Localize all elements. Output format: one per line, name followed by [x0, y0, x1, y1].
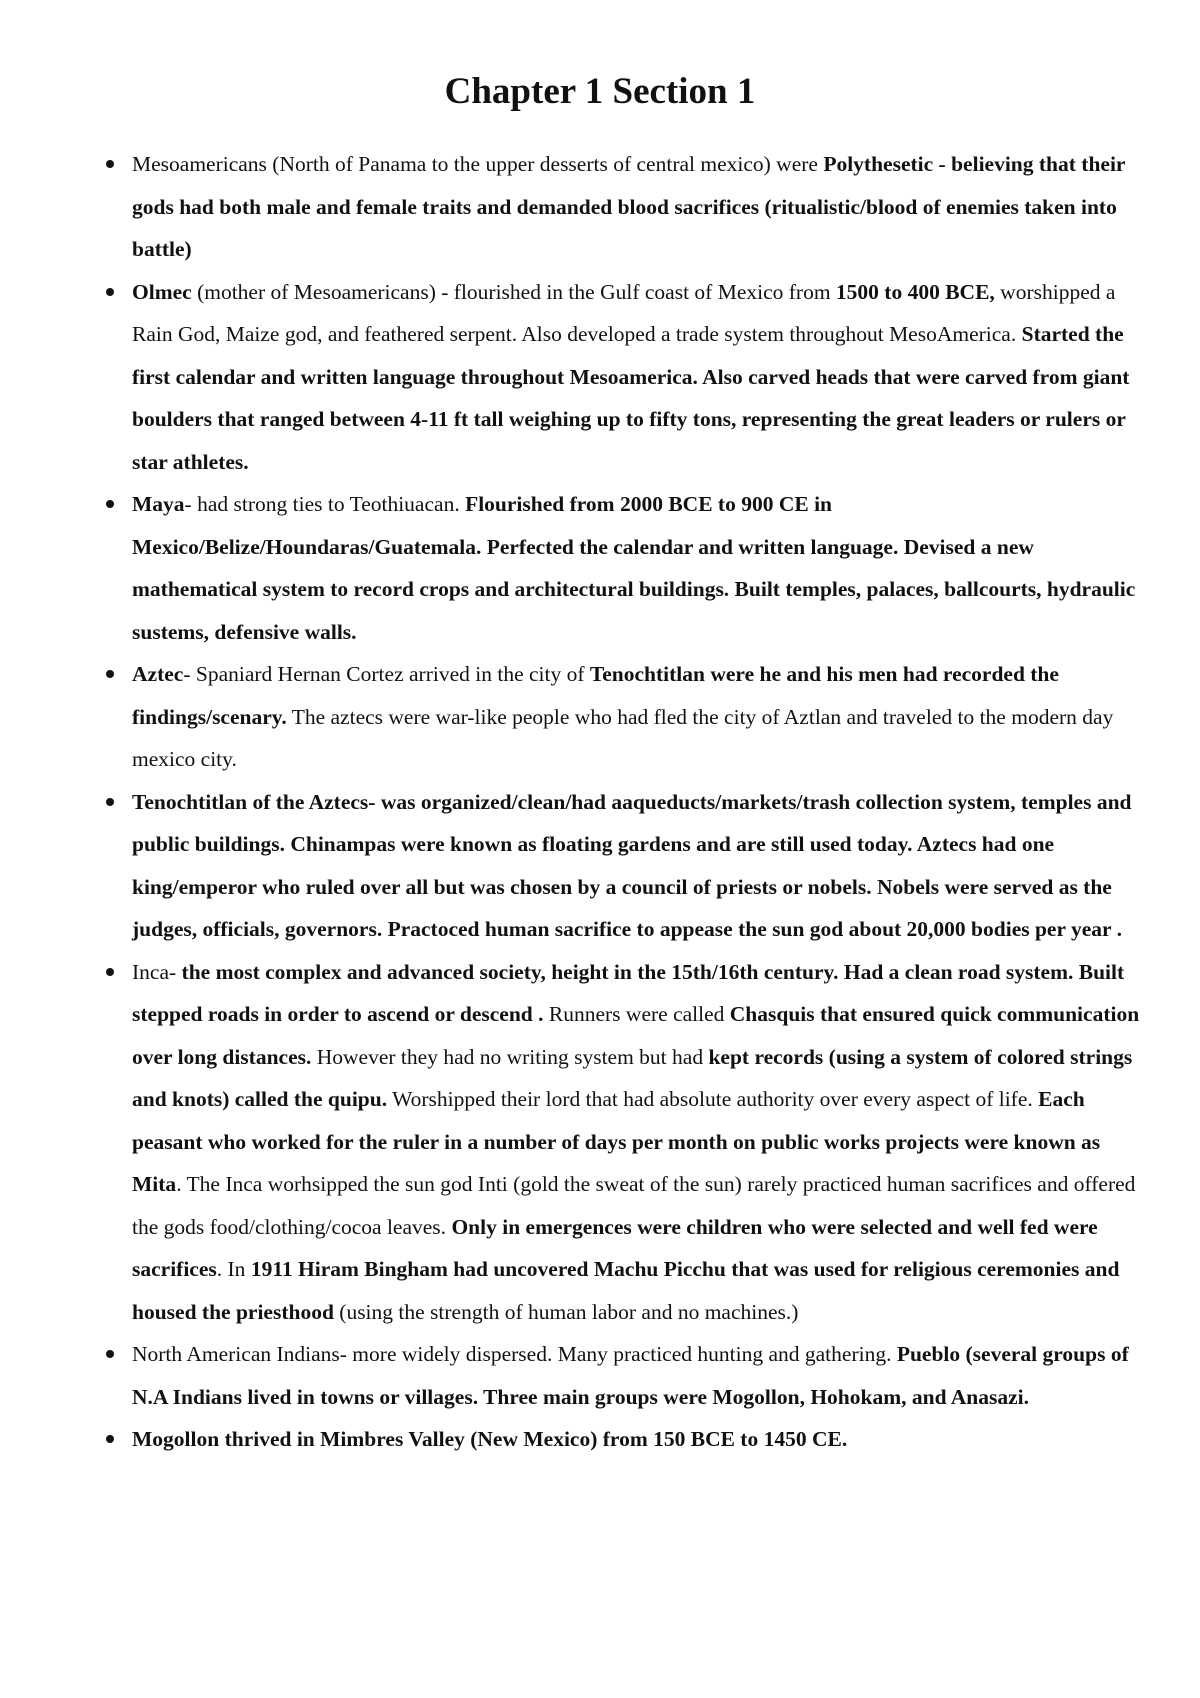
text-segment: - had strong ties to Teothiuacan.: [184, 492, 466, 516]
bold-text-segment: Aztec: [132, 662, 184, 686]
bullet-dot-icon: [106, 500, 114, 508]
text-segment: worshipped a Rain God, Maize god, and feathered serpent. Also developed a trade system throughout MesoAmerica.: [132, 279, 1116, 346]
bullet-dot-icon: [106, 798, 114, 806]
bold-text-segment: Maya: [132, 492, 185, 516]
text-segment: Worshipped their lord that had absolute authority over every aspect of life.: [387, 1087, 1039, 1111]
bullet-dot-icon: [106, 968, 114, 976]
list-item: [132, 951, 1142, 1334]
list-item: [132, 483, 1142, 653]
bullet-dot-icon: [106, 1435, 114, 1443]
bold-text-segment: Tenochtitlan of the Aztecs- was organized/clean/had aaqueducts/markets/trash collection system, temples and public buildings. Chinampas were known as floating gardens and are still used today. Aztecs had one king/emperor who ruled over all but was chosen by a council of priests or nobels. Nobels were served as the judges, officials, governors. Practoced human sacrifice to appease the sun god about 20,000 bodies per year .: [132, 789, 1132, 941]
text-segment: The aztecs were war-like people who had fled the city of Aztlan and traveled to the modern day mexico city.: [132, 704, 1114, 771]
list-item: [132, 781, 1142, 951]
text-segment: Runners were called: [543, 1002, 730, 1026]
bold-text-segment: Flourished from 2000 BCE to 900 CE in Mexico/Belize/Houndaras/Guatemala. Perfected the calendar and written language. Devised a new mathematical system to record crops and architectural buildings. Built temples, palaces, ballcourts, hydraulic sustems, defensive walls.: [132, 492, 1136, 644]
bullet-dot-icon: [106, 1350, 114, 1358]
text-segment: However they had no writing system but had: [311, 1044, 709, 1069]
bold-text-segment: 1911 Hiram Bingham had uncovered Machu Picchu that was used for religious ceremonies and housed the priesthood: [132, 1257, 1120, 1324]
list-item: [132, 1333, 1142, 1418]
bullet-list: [132, 143, 1142, 1461]
text-segment: (using the strength of human labor and no machines.): [333, 1299, 799, 1324]
bold-text-segment: Chasquis that ensured quick communication over long distances.: [132, 1002, 1140, 1069]
bullet-dot-icon: [106, 670, 114, 678]
bold-text-segment: Polythesetic - believing that their gods had both male and female traits and demanded blood sacrifices (ritualistic/blood of enemies taken into battle): [132, 152, 1126, 261]
text-segment: - Spaniard Hernan Cortez arrived in the city of: [183, 662, 590, 686]
list-item: [132, 143, 1142, 271]
bold-text-segment: Started the first calendar and written language throughout Mesoamerica. Also carved heads that were carved from giant boulders that ranged between 4-11 ft tall weighing up to fifty tons, representing the great leaders or rulers or star athletes.: [132, 322, 1130, 474]
list-item: [132, 271, 1142, 484]
text-segment: North American Indians- more widely dispersed. Many practiced hunting and gathering.: [132, 1342, 897, 1366]
bold-text-segment: Pueblo (several groups of N.A Indians lived in towns or villages. Three main groups were Mogollon, Hohokam, and Anasazi.: [132, 1342, 1129, 1409]
list-item: [132, 653, 1142, 781]
bullet-dot-icon: [106, 288, 114, 296]
bold-text-segment: the most complex and advanced society, height in the 15th/16th century. Had a clean road system. Built stepped roads in order to ascend or descend .: [132, 959, 1125, 1026]
bold-text-segment: Only in emergences were children who were selected and well fed were sacrifices: [132, 1214, 1098, 1281]
text-segment: Mesoamericans (North of Panama to the upper desserts of central mexico) were: [132, 152, 824, 176]
text-segment: . In: [216, 1257, 251, 1281]
bold-text-segment: Mogollon thrived in Mimbres Valley (New Mexico) from 150 BCE to 1450 CE.: [132, 1427, 848, 1451]
bullet-dot-icon: [106, 160, 114, 168]
bold-text-segment: kept records (using a system of colored strings and knots) called the quipu.: [132, 1044, 1133, 1111]
bold-text-segment: Tenochtitlan were he and his men had recorded the findings/scenary.: [132, 662, 1059, 729]
page-title: Chapter 1 Section 1: [444, 71, 756, 112]
bold-text-segment: 1500 to 400 BCE,: [835, 279, 995, 304]
list-item: [132, 1418, 1142, 1461]
text-segment: Inca-: [132, 959, 182, 984]
text-segment: . The Inca worhsipped the sun god Inti (gold the sweat of the sun) rarely practiced human sacrifices and offered the gods food/clothing/cocoa leaves.: [132, 1172, 1136, 1239]
bold-text-segment: Each peasant who worked for the ruler in a number of days per month on public works projects were known as Mita: [132, 1087, 1101, 1196]
text-segment: (mother of Mesoamericans) - flourished in the Gulf coast of Mexico from: [191, 279, 836, 304]
bold-text-segment: Olmec: [132, 279, 192, 304]
